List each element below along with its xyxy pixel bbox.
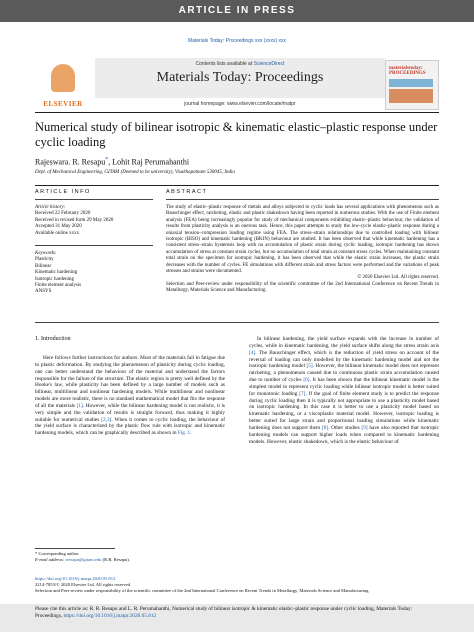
keywords bbox=[35, 251, 153, 296]
right-column bbox=[249, 336, 439, 446]
history-revised: Received in revised form 29 May 2020 bbox=[35, 217, 114, 223]
author-secondary: , Lohit Raj Perumahanthi bbox=[108, 157, 190, 167]
journal-band bbox=[95, 58, 385, 98]
keyword-item: Kinematic hardening bbox=[35, 270, 78, 276]
cover-stripe bbox=[389, 79, 433, 87]
figure-link[interactable]: Fig. 1 bbox=[177, 430, 191, 437]
footnote-rule bbox=[35, 548, 115, 549]
email-suffix: (R.R. Resapu). bbox=[102, 557, 130, 562]
citation-box bbox=[0, 604, 474, 632]
intro-text: . Other studies bbox=[328, 424, 360, 431]
footnote-meta bbox=[35, 576, 439, 594]
footnote-corresponding bbox=[35, 551, 235, 563]
issn-line: 2214-7853/© 2020 Elsevier Ltd. All rights reserved. bbox=[35, 582, 132, 587]
keyword-item: Finite element analysis bbox=[35, 283, 82, 289]
abstract-text: The study of elastic–plastic response of metals and alloys subjected to cyclic loads has several applications with phenomenon such as Bauschinger effect, ratcheting, elastic and plastic shakedown having been reported in numerous studies. With the use of Finite element analysis (FEA) being increasingly popular for study of mechanical components exhibiting elastic–plastic behaviour, the validation of results from plasticity analysis is an onerous task. Hence, this paper attempts to study the low-cycle elastic–plastic response during a uniaxial tension–compression loading regime using FEA. The stress–strain relationships due to controlled loading with bilinear isotropic (BISO) and kinematic hardening (BKIN) behaviour are studied. It has been observed that while kinematic hardening has a consistent stress–strain hysteresis loop with no accumulation of plastic strain during cyclic loading, isotropic hardening has shown accumulation of stress at constant strain cycles, but no accumulation of total strain at constant stress cycles. When maintaining constant total strain on the specimen for isotropic hardening, it has been observed that while the elastic strain increases, the plastic strain decreases with the number of cycles. FE simulations with different strain and stress factors were performed and the variations of peak stresses and strains were documented. bbox=[166, 205, 439, 275]
history-label: Article history: bbox=[35, 205, 66, 210]
citation-text-wrap bbox=[35, 606, 439, 620]
doi-link[interactable]: https://doi.org/10.1016/j.matpr.2020.05.812 bbox=[35, 576, 116, 581]
email-line bbox=[35, 557, 235, 563]
reference-link[interactable]: [7] bbox=[299, 390, 306, 397]
keywords-label: Keywords: bbox=[35, 251, 57, 256]
article-history bbox=[35, 205, 153, 237]
author-primary: Rajeswara. R. Resapu bbox=[35, 157, 106, 167]
header-rule bbox=[35, 112, 439, 113]
journal-header bbox=[35, 58, 439, 110]
email-label: E-mail address: bbox=[35, 557, 65, 562]
elsevier-logo bbox=[35, 58, 91, 110]
abstract-body bbox=[166, 205, 439, 295]
info-rule bbox=[35, 245, 153, 246]
intro-text: . If the goal of finite element study is to predict the response during cyclic loading then it is typically not appropriate to use a plasticity model based on isotropic hardening. In this case it is better to use a plasticity model based on kinematic hardening, or a viscoplastic material model. However, isotropic loading is better suited for large strain and proportional loading simulations while kinematic hardening does not support them bbox=[249, 390, 440, 431]
reference-link[interactable]: [2,3] bbox=[101, 416, 112, 423]
intro-text: have also reported that isotropic hardening models can support higher loads when compared to kinematic hardening models. However, elastic shakedown, which is the elastic behaviour of bbox=[249, 424, 439, 445]
intro-text: In bilinear hardening, the yield surface expands with the increase in number of cycles, while in kinematic hardening, the yield surface shifts along the stress strain axis bbox=[249, 336, 439, 349]
history-received: Received 22 February 2020 bbox=[35, 211, 91, 217]
article-in-press-banner: ARTICLE IN PRESS bbox=[0, 0, 474, 22]
reference-link[interactable]: [6] bbox=[303, 377, 310, 384]
intro-text: Here follows further instructions for authors. Most of the materials fail in fatigue due to plastic deformation. By studying the phenomenon of plasticity during cyclic loading, one can better understand the behaviour of the material and understand the factors responsible for the failure of the structure. The elastic region is pretty well defined by the Hooke's law, while plasticity has been defined by a large number of models such as bilinear, multilinear and nonlinear hardening models. While multilinear and nonlinear models are more realistic, there is no standard mathematical model that fits the response of all the materials bbox=[35, 355, 225, 409]
journal-cover-image bbox=[385, 60, 439, 110]
keyword-item: Plasticity bbox=[35, 257, 54, 263]
elsevier-tree-icon bbox=[51, 64, 75, 92]
section-rule bbox=[35, 185, 439, 186]
abstract-rule bbox=[166, 199, 439, 200]
intro-text: . When it comes to cyclic loading, the behaviour of the yield surface is characterized by the plastic flow rule with isotropic and kinematic hardening models, which can be graphically described as shown in bbox=[35, 416, 226, 437]
reference-link[interactable]: [5] bbox=[306, 363, 313, 370]
intro-text: . However, the bilinear kinematic model does not represent ratcheting, a phenomenon caused due to continuous plastic strain accumulation caused due to number of cycles bbox=[249, 363, 440, 384]
keyword-item: ANSYS bbox=[35, 289, 52, 295]
citation-doi-link[interactable]: https://doi.org/10.1016/j.matpr.2020.05.812 bbox=[63, 613, 157, 619]
publisher-name: ELSEVIER bbox=[43, 100, 83, 108]
abstract-heading: ABSTRACT bbox=[166, 189, 208, 195]
journal-reference[interactable]: Materials Today: Proceedings xxx (xxxx) xxx bbox=[188, 38, 286, 44]
intro-heading: 1. Introduction bbox=[35, 336, 71, 342]
reference-link[interactable]: [1] bbox=[76, 402, 83, 409]
intro-text: . bbox=[190, 430, 192, 437]
article-info-heading: ARTICLE INFO bbox=[35, 189, 91, 195]
cover-stripe bbox=[389, 89, 433, 103]
cover-title: materialstoday: PROCEEDINGS bbox=[389, 66, 426, 76]
contents-line bbox=[95, 61, 385, 67]
abstract-conference: Selection and Peer-review under responsibility of the scientific committee of the 2nd International Conference on Recent Trends in Metallurgy, Materials Science and Manufacturing. bbox=[166, 281, 439, 294]
corresponding-author-note: * Corresponding author. bbox=[35, 551, 80, 556]
left-column bbox=[35, 355, 225, 437]
reference-link[interactable]: [4] bbox=[249, 349, 256, 356]
abstract-copyright: © 2020 Elsevier Ltd. All rights reserved. bbox=[357, 275, 439, 281]
contents-prefix: Contents lists available at bbox=[195, 61, 253, 67]
selection-note: Selection and Peer-review under responsibility of the scientific committee of the 2nd International Conference on Recent Trends in Metallurgy, Materials Science and Manufacturing. bbox=[35, 588, 370, 593]
journal-title: Materials Today: Proceedings bbox=[156, 70, 324, 85]
intro-text: . However, while the bilinear hardening model is not realistic, it is very simple and the validation of results is straight forward, thus making it highly suitable for numerical studies bbox=[35, 402, 225, 423]
reference-link[interactable]: [9] bbox=[361, 424, 368, 431]
citation-text: Please cite this article as: R. R. Resapu and L. R. Perumahanthi, Numerical study of bilinear isotropic & kinematic elastic–plastic response under cyclic loading, Materials Today: Proceedings, bbox=[35, 606, 413, 619]
affiliation: Dept. of Mechanical Engineering, GITAM (Deemed to be university), Visakhapatnam 530045, India bbox=[35, 170, 235, 175]
corresponding-mark[interactable]: * bbox=[105, 157, 109, 163]
history-online: Available online xxxx bbox=[35, 230, 80, 236]
reference-link[interactable]: [8] bbox=[321, 424, 329, 431]
abstract-end-rule bbox=[35, 322, 439, 323]
keyword-item: Isotropic hardening bbox=[35, 276, 75, 282]
sciencedirect-link[interactable]: ScienceDirect bbox=[253, 61, 285, 67]
intro-text: . The Bauschinger effect, which is the reduction of yield stress on account of the reversal of loading can only modelled by the kinematic hardening model and not the isotropic hardening model bbox=[249, 349, 439, 370]
email-link[interactable]: rresapu@gitam.edu bbox=[65, 557, 102, 562]
info-rule bbox=[35, 199, 153, 200]
history-accepted: Accepted 31 May 2020 bbox=[35, 224, 82, 230]
intro-paragraph bbox=[249, 336, 439, 446]
keyword-item: Bilinear bbox=[35, 263, 52, 269]
intro-paragraph bbox=[35, 355, 225, 437]
article-title: Numerical study of bilinear isotropic & kinematic elastic–plastic response under cyclic loading bbox=[35, 120, 438, 149]
author-list bbox=[35, 157, 189, 167]
journal-homepage[interactable]: journal homepage: www.elsevier.com/locate/matpr bbox=[184, 101, 296, 107]
intro-text: . It has been shown that the bilinear kinematic model is the simplest model to represent cyclic loading while bilinear isotropic model is better suited for monotonic loading bbox=[249, 377, 439, 397]
